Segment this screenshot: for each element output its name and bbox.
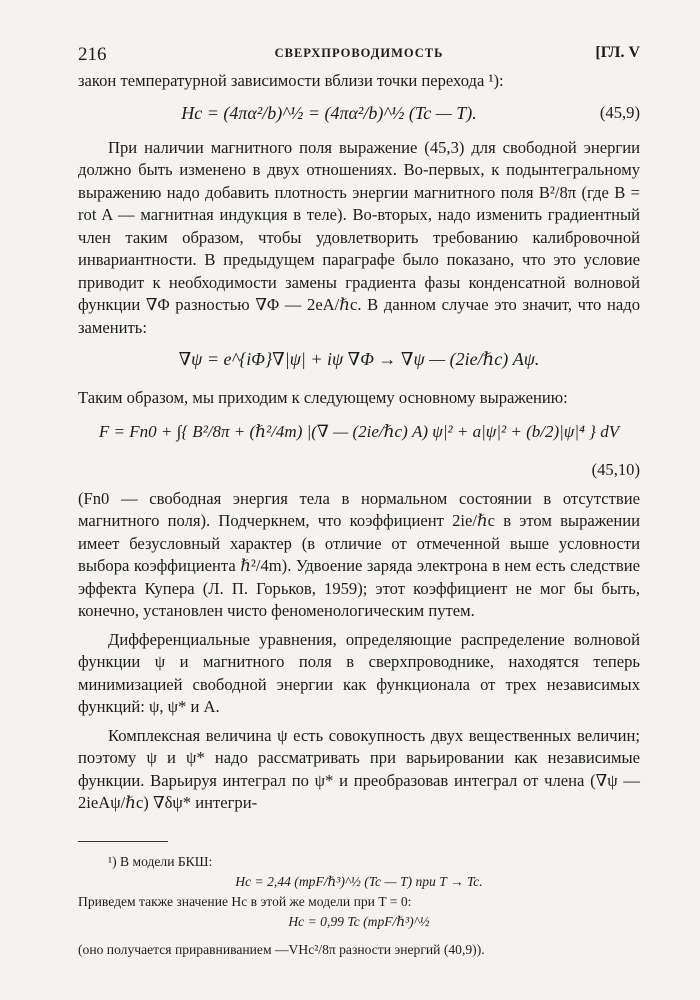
footnote-divider [78, 841, 168, 842]
page-number: 216 [78, 44, 107, 65]
chapter-label: [ГЛ. V [595, 44, 640, 61]
footnote-line-3: (оно получается приравниванием —VHc²/8π разности энергий (40,9)). [78, 941, 485, 957]
footnote-line-1: ¹) В модели БКШ: [108, 853, 213, 869]
footnote [78, 852, 640, 960]
equation-gradient [78, 339, 640, 387]
equation-gradient-body: ∇ψ = e^{iΦ}∇|ψ| + iψ ∇Φ → ∇ψ — (2ie/ℏc) Aψ. [178, 349, 540, 369]
paragraph-differential-equations: Дифференциальные уравнения, определяющие распределение волновой функции ψ и магнитного поля в сверхпроводнике, находятся теперь минимизацией свободной энергии как функционала от трех независимых функций: ψ, ψ* и A. [78, 629, 640, 716]
equation-45-9 [78, 93, 640, 137]
running-title: СВЕРХПРОВОДИМОСТЬ [274, 46, 444, 60]
paragraph-complex-variation: Комплексная величина ψ есть совокупность двух вещественных величин; поэтому ψ и ψ* надо рассматривать при варьировании как независимые функции. Варьируя интеграл по ψ* и преобразовав интеграл от члена (∇ψ — 2ieAψ/ℏc) ∇δψ* интегри- [78, 725, 640, 812]
equation-45-10-number: (45,10) [591, 459, 640, 479]
equation-45-9-number: (45,9) [599, 102, 640, 122]
paragraph-intro: закон температурной зависимости вблизи точки перехода ¹): [78, 71, 504, 90]
equation-45-10 [78, 410, 640, 488]
equation-45-10-body: F = Fn0 + ∫{ B²/8π + (ℏ²/4m) |(∇ — (2ie/ℏc) A) ψ|² + a|ψ|² + (b/2)|ψ|⁴ } dV [98, 421, 620, 441]
footnote-formula-2: Hc = 0,99 Tc (mpF/ℏ³)^½ [288, 913, 430, 929]
footnote-line-2: Приведем также значение Hc в этой же модели при T = 0: [78, 893, 412, 909]
paragraph-main-expression: Таким образом, мы приходим к следующему основному выражению: [78, 388, 568, 407]
paragraph-magnetic-field: При наличии магнитного поля выражение (45,3) для свободной энергии должно быть изменено в двух отношениях. Во-первых, к подынтегральному выражению надо добавить плотность энергии магнитного поля B²/8π (где B = rot A — магнитная индукция в теле). Во-вторых, надо изменить градиентный член таким образом, чтобы удовлетворить требованию калибровочной инвариантности. В предыдущем параграфе было показано, что это условие приводит к необходимости замены градиента фазы конденсатной волновой функции ∇Φ разностью ∇Φ — 2eA/ℏc. В данном случае это значит, что надо заменить: [78, 137, 640, 337]
book-page [78, 40, 640, 960]
footnote-formula-1: Hc = 2,44 (mpF/ℏ³)^½ (Tc — T) при T → Tc. [235, 873, 483, 889]
paragraph-coefficient: (Fn0 — свободная энергия тела в нормальном состоянии в отсутствие магнитного поля). Подчеркнем, что коэффициент 2ie/ℏc в этом выражении имеет безусловный характер (в отличие от отмеченной выше условности выбора коэффициента ℏ²/4m). Удвоение заряда электрона в нем есть следствие эффекта Купера (Л. П. Горьков, 1959); этот коэффициент не мог бы быть, конечно, установлен чисто феноменологическим путем. [78, 488, 640, 620]
running-header [78, 40, 640, 70]
equation-45-9-body: Hc = (4πα²/b)^½ = (4πα²/b)^½ (Tc — T). [181, 102, 477, 123]
